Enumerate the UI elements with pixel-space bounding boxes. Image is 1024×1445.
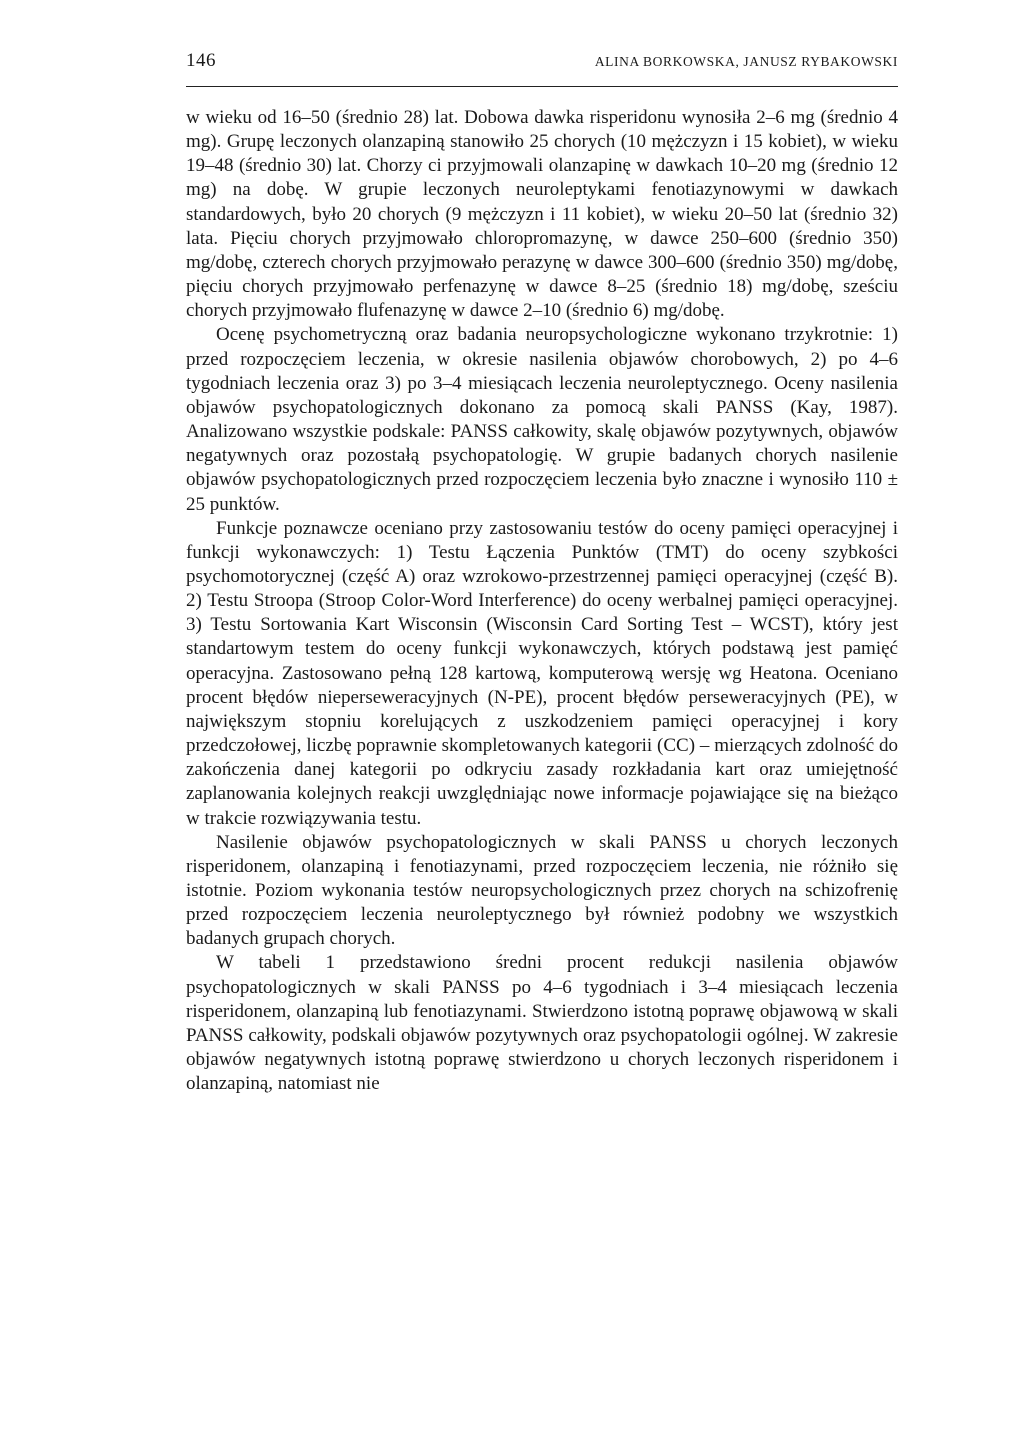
paragraph-results: W tabeli 1 przedstawiono średni procent redukcji nasilenia objawów psychopatologicznych w skali PANSS po 4–6 tygodniach i 3–4 miesiącach leczenia risperidonem, olanzapiną lub fenotiazynami. Stwierdzono istotną poprawę objawową w skali PANSS całkowity, podskali objawów pozytywnych oraz psychopatologii ogólnej. W zakresie objawów negatywnych istotną poprawę stwierdzono u chorych leczonych risperidonem i olanzapiną, natomiast nie [186,952,898,1095]
page-number: 146 [186,50,216,71]
paragraph-continuation: w wieku od 16–50 (średnio 28) lat. Dobowa dawka risperidonu wynosiła 2–6 mg (średnio 4 mg). Grupę leczonych olanzapiną stanowiło 25 chorych (10 mężczyzn i 15 kobiet), w wieku 19–48 (średnio 30) lat. Chorzy ci przyjmowali olanzapinę w dawkach 10–20 mg (średnio 12 mg) na dobę. W grupie leczonych neuroleptykami fenotiazynowymi w dawkach standardowych, było 20 chorych (9 mężczyzn i 11 kobiet), w wieku 20–50 lat (średnio 32) lata. Pięciu chorych przyjmowało chloropromazynę, w dawce 250–600 (średnio 350) mg/dobę, czterech chorych przyjmowało perazynę w dawce 300–600 (średnio 350) mg/dobę, pięciu chorych przyjmowało perfenazynę w dawce 8–25 (średnio 18) mg/dobę, sześciu chorych przyjmowało flufenazynę w dawce 2–10 (średnio 6) mg/dobę. [186,107,898,322]
running-head [186,50,898,87]
paragraph-baseline-comparison: Nasilenie objawów psychopatologicznych w skali PANSS u chorych leczonych risperidonem, olanzapiną i fenotiazynami, przed rozpoczęciem leczenia, nie różniło się istotnie. Poziom wykonania testów neuropsychologicznych przez chorych na schizofrenię przed rozpoczęciem leczenia neuroleptycznego był również podobny we wszystkich badanych grupach chorych. [186,831,898,950]
running-head-authors: ALINA BORKOWSKA, JANUSZ RYBAKOWSKI [594,54,898,69]
body-text [186,106,898,1096]
paragraph-psychometric-assessment: Ocenę psychometryczną oraz badania neuropsychologiczne wykonano trzykrotnie: 1) przed rozpoczęciem leczenia, w okresie nasilenia objawów chorobowych, 2) po 4–6 tygodniach leczenia oraz 3) po 3–4 miesiącach leczenia neuroleptycznego. Oceny nasilenia objawów psychopatologicznych dokonano za pomocą skali PANSS (Kay, 1987). Analizowano wszystkie podskale: PANSS całkowity, skalę objawów pozytywnych, objawów negatywnych oraz pozostałą psychopatologię. W grupie badanych chorych nasilenie objawów psychopatologicznych przed rozpoczęciem leczenia było znaczne i wynosiło 110 ± 25 punktów. [186,324,898,515]
paragraph-cognitive-tests: Funkcje poznawcze oceniano przy zastosowaniu testów do oceny pamięci operacyjnej i funkcji wykonawczych: 1) Testu Łączenia Punktów (TMT) do oceny szybkości psychomotorycznej (część A) oraz wzrokowo-przestrzennej pamięci operacyjnej (część B). 2) Testu Stroopa (Stroop Color-Word Interference) do oceny werbalnej pamięci operacyjnej. 3) Testu Sortowania Kart Wisconsin (Wisconsin Card Sorting Test – WCST), który jest standartowym testem do oceny funkcji wykonawczych, których podstawą jest pamięć operacyjna. Zastosowano pełną 128 kartową, komputerową wersję wg Heatona. Oceniano procent błędów nieperseweracyjnych (N-PE), procent błędów perseweracyjnych (PE), w największym stopniu korelujących z uszkodzeniem pamięci operacyjnej i kory przedczołowej, liczbę poprawnie skompletowanych kategorii (CC) – mierzących zdolność do zakończenia danej kategorii po odkryciu zasady rozkładania kart oraz umiejętność zaplanowania kolejnych reakcji uwzględniając nowe informacje pojawiające się na bieżąco w trakcie rozwiązywania testu. [186,517,898,829]
document-page [186,50,898,1096]
